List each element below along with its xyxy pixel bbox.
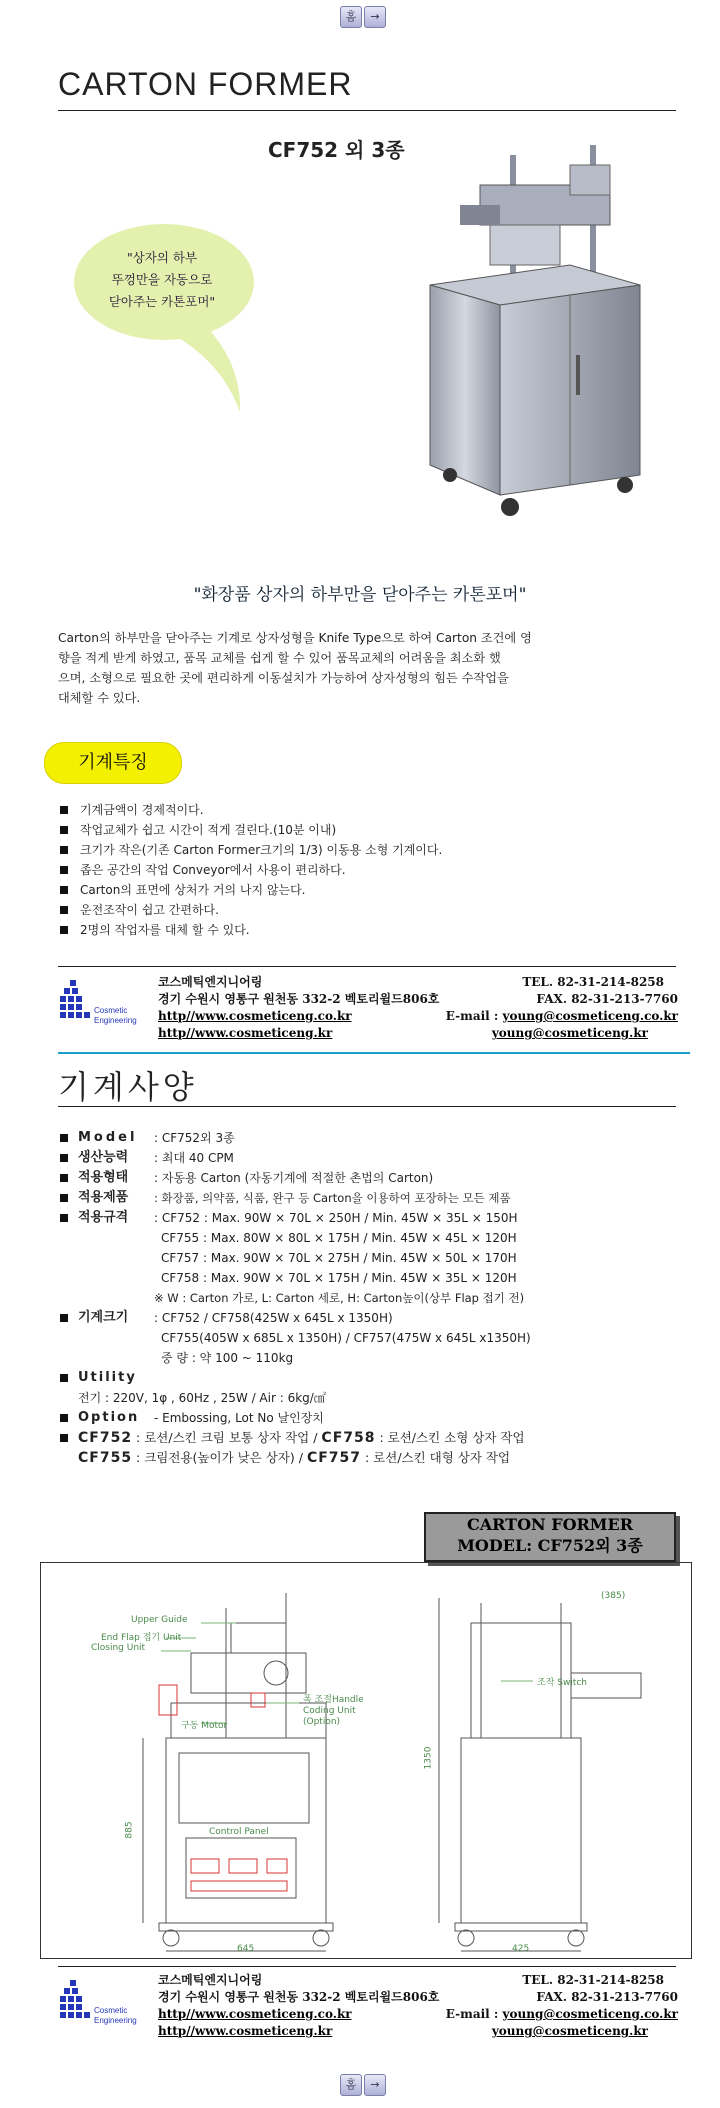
logo-text bbox=[94, 1006, 137, 1026]
dim-height-2: 1350 bbox=[423, 1746, 434, 1770]
spec-title: 기계사양 bbox=[58, 1068, 198, 1106]
spec-label: 적용형태 bbox=[78, 1170, 129, 1185]
feature-item: 좁은 공간의 작업 Conveyor에서 사용이 편리하다. bbox=[58, 860, 678, 880]
type-code: CF755 bbox=[78, 1450, 133, 1466]
spec-size-row bbox=[58, 1308, 678, 1328]
intro-line: 대체할 수 있다. bbox=[58, 691, 141, 705]
company-tel: TEL. 82-31-214-8258 bbox=[522, 975, 664, 989]
tagline: "화장품 상자의 하부만을 닫아주는 카톤포머" bbox=[193, 585, 527, 605]
spec-label: 생산능력 bbox=[78, 1150, 129, 1165]
label-option: (Option) bbox=[303, 1717, 341, 1727]
page-title: CARTON FORMER bbox=[58, 66, 353, 102]
spec-value: : 화장품, 의약품, 식품, 완구 등 Carton을 이용하여 포장하는 모든 제품 bbox=[154, 1191, 511, 1205]
company-info bbox=[158, 1972, 678, 2040]
spec-label: 적용규격 bbox=[78, 1210, 129, 1225]
company-name: 코스메틱엔지니어링 bbox=[158, 975, 263, 989]
label-handle-coding bbox=[303, 1695, 364, 1728]
label-coding: Coding Unit bbox=[303, 1706, 356, 1716]
intro-line: 으며, 소형으로 필요한 곳에 편리하게 이동설치가 가능하여 상자성형의 힘든 수작업을 bbox=[58, 671, 509, 685]
model-heading: CF752 외 3종 bbox=[268, 138, 405, 162]
technical-drawing bbox=[40, 1562, 692, 1959]
spec-capacity-row bbox=[58, 1148, 678, 1168]
footer-divider-top bbox=[58, 966, 676, 967]
spec-value: : 자동용 Carton (자동기계에 적절한 촌법의 Carton) bbox=[154, 1171, 434, 1185]
spec-value: - Embossing, Lot No 날인장치 bbox=[154, 1411, 324, 1425]
label-upper-guide: Upper Guide bbox=[131, 1615, 188, 1625]
spec-value: : 최대 40 CPM bbox=[154, 1151, 234, 1165]
title-divider bbox=[58, 110, 676, 111]
spec-types-row-1 bbox=[58, 1428, 678, 1448]
spec-types-row-2 bbox=[58, 1448, 678, 1468]
label-closing-unit: Closing Unit bbox=[91, 1643, 146, 1653]
next-arrow-button[interactable]: → bbox=[364, 6, 386, 28]
spec-list bbox=[58, 1128, 678, 1468]
dim-top: (385) bbox=[601, 1591, 626, 1601]
spec-option-row bbox=[58, 1408, 678, 1428]
bubble-line-3: 닫아주는 카톤포머" bbox=[108, 294, 216, 309]
label-switch: 조작 Switch bbox=[537, 1678, 588, 1688]
email-link-2[interactable]: young@cosmeticeng.kr bbox=[491, 1026, 648, 1040]
type-desc: : 로션/스킨 크림 보통 상자 작업 / bbox=[136, 1430, 318, 1445]
feature-item: 크기가 작은(기존 Carton Former크기의 1/3) 이동용 소형 기계이다. bbox=[58, 840, 678, 860]
label-motor: 구동 Motor bbox=[181, 1721, 228, 1731]
logo-text-line: Cosmetic bbox=[94, 1006, 128, 1015]
label-control-panel: Control Panel bbox=[209, 1827, 269, 1837]
spec-model-row bbox=[58, 1128, 678, 1148]
spec-product-row bbox=[58, 1188, 678, 1208]
footer-divider-bottom bbox=[58, 1966, 676, 1967]
spec-label: Option bbox=[78, 1410, 140, 1425]
website-link-1[interactable]: http//www.cosmeticeng.co.kr bbox=[158, 2007, 352, 2021]
spec-label: Model bbox=[78, 1130, 138, 1145]
spec-note: ※ W : Carton 가로, L: Carton 세로, H: Carton높이(상부 Flap 접기 전) bbox=[154, 1291, 525, 1305]
intro-line: 향을 적게 받게 하였고, 품목 교체를 쉽게 할 수 있어 품목교체의 어려움을 최소화 했 bbox=[58, 651, 501, 665]
logo-text bbox=[94, 2006, 137, 2026]
top-nav bbox=[340, 6, 388, 28]
company-address: 경기 수원시 영통구 원천동 332-2 벡토리윌드806호 bbox=[158, 992, 440, 1006]
spec-label: 기계크기 bbox=[78, 1310, 129, 1325]
spec-value: CF757 : Max. 90W × 70L × 275H / Min. 45W × 50L × 170H bbox=[161, 1251, 517, 1265]
bubble-line-2: 뚜껑만을 자동으로 bbox=[111, 272, 213, 287]
company-info bbox=[158, 974, 678, 1042]
type-code: CF752 bbox=[78, 1430, 133, 1446]
email-link-1[interactable]: young@cosmeticeng.co.kr bbox=[502, 2007, 678, 2021]
company-fax: FAX. 82-31-213-7760 bbox=[536, 1990, 678, 2004]
spec-value: CF755 : Max. 80W × 80L × 175H / Min. 45W × 45L × 120H bbox=[161, 1231, 517, 1245]
feature-item: 운전조작이 쉽고 간편하다. bbox=[58, 900, 678, 920]
spec-value: : CF752외 3종 bbox=[154, 1131, 235, 1145]
bottom-nav bbox=[340, 2074, 388, 2096]
email-link-1[interactable]: young@cosmeticeng.co.kr bbox=[502, 1009, 678, 1023]
email-label: E-mail : bbox=[445, 1009, 499, 1023]
intro-line: Carton의 하부만을 닫아주는 기계로 상자성형을 Knife Type으로 하여 Carton 조건에 영 bbox=[58, 631, 532, 645]
type-desc: : 로션/스킨 소형 상자 작업 bbox=[379, 1430, 525, 1445]
spec-value: 중 량 : 약 100 ~ 110kg bbox=[161, 1351, 294, 1365]
next-arrow-button[interactable]: → bbox=[364, 2074, 386, 2096]
type-code: CF757 bbox=[306, 1450, 361, 1466]
spec-form-row bbox=[58, 1168, 678, 1188]
spec-value: : CF752 : Max. 90W × 70L × 250H / Min. 45W × 35L × 150H bbox=[154, 1211, 518, 1225]
website-link-1[interactable]: http//www.cosmeticeng.co.kr bbox=[158, 1009, 352, 1023]
spec-value: CF755(405W x 685L x 1350H) / CF757(475W x 645L x1350H) bbox=[161, 1331, 531, 1345]
company-name: 코스메틱엔지니어링 bbox=[158, 1973, 263, 1987]
spec-label: 적용제품 bbox=[78, 1190, 129, 1205]
dim-height-1: 885 bbox=[124, 1821, 135, 1839]
logo-text-line: Engineering bbox=[94, 2016, 137, 2025]
spec-utility-row bbox=[58, 1368, 678, 1388]
spec-value: : CF752 / CF758(425W x 645L x 1350H) bbox=[154, 1311, 393, 1325]
company-fax: FAX. 82-31-213-7760 bbox=[536, 992, 678, 1006]
bubble-line-1: "상자의 하부 bbox=[126, 250, 198, 265]
logo-text-line: Engineering bbox=[94, 1016, 137, 1025]
drawing-title-line-2: MODEL: CF752외 3종 bbox=[457, 1536, 643, 1555]
feature-item: 기계금액이 경제적이다. bbox=[58, 800, 678, 820]
type-code: CF758 bbox=[321, 1430, 376, 1446]
features-list bbox=[58, 800, 678, 940]
feature-item: 2명의 작업자를 대체 할 수 있다. bbox=[58, 920, 678, 940]
drawing-title-box bbox=[424, 1512, 676, 1562]
type-desc: : 크림전용(높이가 낮은 상자) / bbox=[136, 1450, 303, 1465]
spec-value: CF758 : Max. 90W × 70L × 175H / Min. 45W × 35L × 120H bbox=[161, 1271, 517, 1285]
dim-width: 645 bbox=[237, 1944, 255, 1954]
spec-std-row bbox=[58, 1208, 678, 1228]
drawing-title-line-1: CARTON FORMER bbox=[467, 1515, 633, 1534]
company-tel: TEL. 82-31-214-8258 bbox=[522, 1973, 664, 1987]
logo-text-line: Cosmetic bbox=[94, 2006, 128, 2015]
type-desc: : 로션/스킨 대형 상자 작업 bbox=[364, 1450, 511, 1465]
feature-item: Carton의 표면에 상처가 거의 나지 않는다. bbox=[58, 880, 678, 900]
label-end-flap: End Flap 접기 Unit bbox=[101, 1633, 182, 1643]
email-link-2[interactable]: young@cosmeticeng.kr bbox=[491, 2024, 648, 2038]
spec-title-divider bbox=[58, 1106, 676, 1107]
label-handle: 폭 조절Handle bbox=[303, 1695, 364, 1705]
machine-photo bbox=[420, 135, 650, 525]
spec-label: Utility bbox=[78, 1370, 137, 1385]
website-link-2[interactable]: http//www.cosmeticeng.kr bbox=[158, 1026, 333, 1040]
features-badge: 기계특징 bbox=[44, 742, 182, 784]
email-label: E-mail : bbox=[445, 2007, 499, 2021]
dim-depth: 425 bbox=[512, 1944, 530, 1954]
spec-value: 전기 : 220V, 1φ , 60Hz , 25W / Air : 6kg/㎠ bbox=[78, 1391, 326, 1405]
home-button[interactable]: 홈 bbox=[340, 6, 362, 28]
company-address: 경기 수원시 영통구 원천동 332-2 벡토리윌드806호 bbox=[158, 1990, 440, 2004]
intro-paragraph bbox=[58, 628, 670, 708]
website-link-2[interactable]: http//www.cosmeticeng.kr bbox=[158, 2024, 333, 2038]
section-divider bbox=[58, 1052, 690, 1054]
home-button[interactable]: 홈 bbox=[340, 2074, 362, 2096]
feature-item: 작업교체가 쉽고 시간이 적게 걸린다.(10분 이내) bbox=[58, 820, 678, 840]
speech-bubble bbox=[88, 226, 236, 334]
